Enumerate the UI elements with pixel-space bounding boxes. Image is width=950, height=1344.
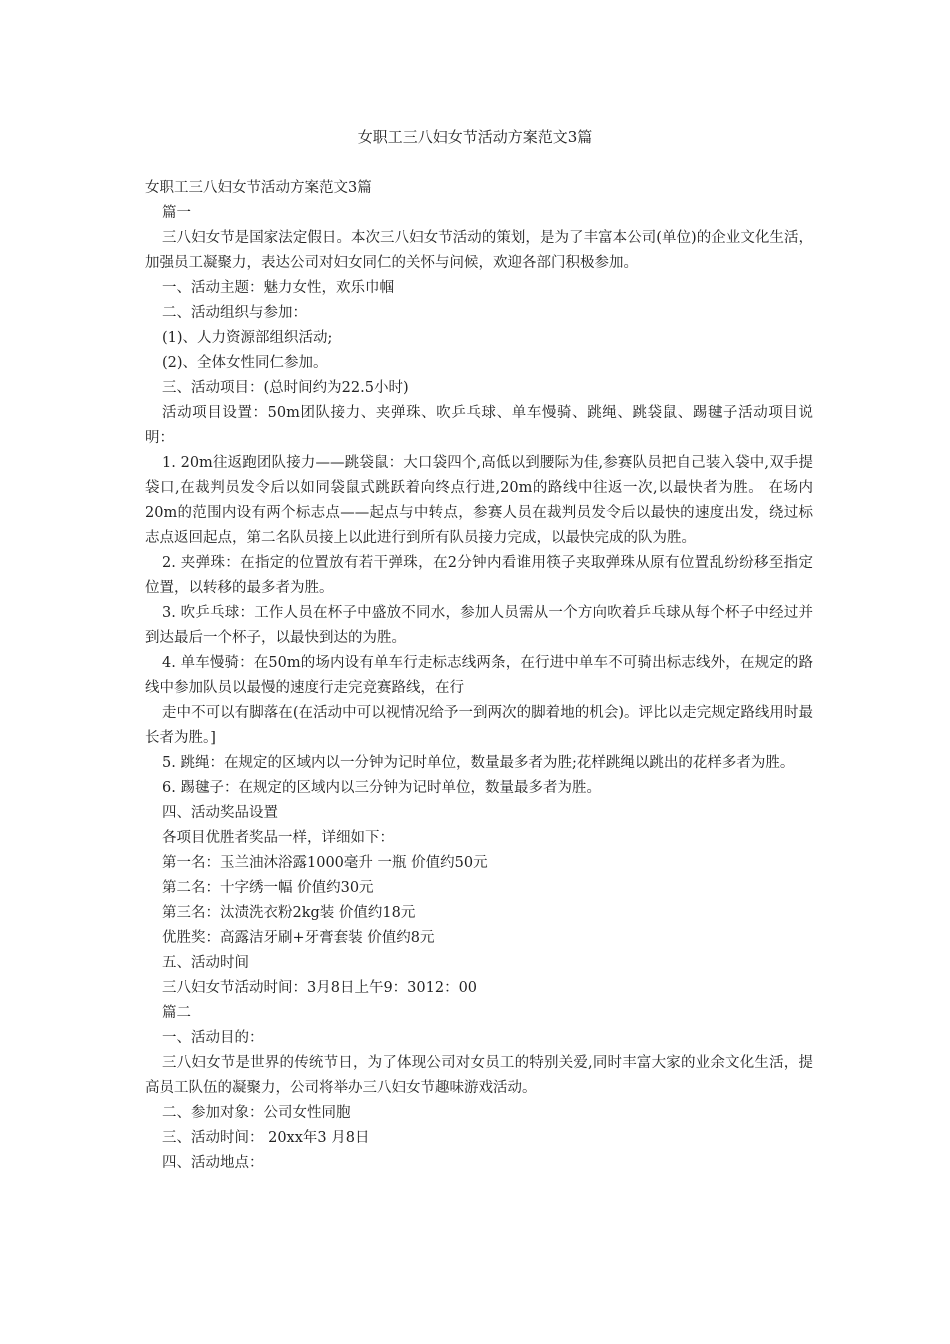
paragraph: 五、活动时间 xyxy=(162,955,249,971)
paragraph: 二、活动组织与参加： xyxy=(162,305,307,321)
paragraph: 活动项目设置：50m团队接力、夹弹珠、吹乒乓球、单车慢骑、跳绳、跳袋鼠、踢毽子活动项目说明： xyxy=(145,405,813,446)
paragraph: 各项目优胜者奖品一样，详细如下： xyxy=(162,830,394,846)
paragraph: 篇一 xyxy=(162,205,191,221)
paragraph: 走中不可以有脚落在(在活动中可以视情况给予一到两次的脚着地的机会)。评比以走完规定路线用时最长者为胜。] xyxy=(145,705,813,746)
paragraph: 1. 20m往返跑团队接力——跳袋鼠：大口袋四个,高低以到腰际为佳,参赛队员把自己装入袋中,双手提袋口,在裁判员发令后以如同袋鼠式跳跃着向终点行进,20m的路线中往返一次,以最快者为胜。 在场内20m的范围内设有两个标志点——起点与中转点，参赛人员在裁判员发令后以最快的速度出发，绕过标志点返回起点，第二名队员接上以此进行到所有队员接力完成，以最快完成的队为胜。 xyxy=(145,455,813,546)
document-body xyxy=(145,176,813,1176)
paragraph: 6. 踢毽子：在规定的区域内以三分钟为记时单位，数量最多者为胜。 xyxy=(162,780,601,796)
paragraph: 第二名：十字绣一幅 价值约30元 xyxy=(162,880,374,896)
paragraph: 篇二 xyxy=(162,1005,191,1021)
paragraph: 5. 跳绳：在规定的区域内以一分钟为记时单位，数量最多者为胜;花样跳绳以跳出的花样多者为胜。 xyxy=(162,755,795,771)
paragraph: 一、活动主题：魅力女性，欢乐巾帼 xyxy=(162,280,394,296)
paragraph: 三八妇女节是世界的传统节日，为了体现公司对女员工的特别关爱,同时丰富大家的业余文化生活，提高员工队伍的凝聚力，公司将举办三八妇女节趣味游戏活动。 xyxy=(145,1055,813,1096)
paragraph: 优胜奖：高露洁牙刷+牙膏套装 价值约8元 xyxy=(162,930,435,946)
paragraph: 三八妇女节是国家法定假日。本次三八妇女节活动的策划，是为了丰富本公司(单位)的企业文化生活，加强员工凝聚力，表达公司对妇女同仁的关怀与问候，欢迎各部门积极参加。 xyxy=(145,230,813,271)
page-title: 女职工三八妇女节活动方案范文3篇 xyxy=(357,128,593,146)
paragraph: 第一名：玉兰油沐浴露1000毫升 一瓶 价值约50元 xyxy=(162,855,488,871)
paragraph: 三、活动项目：(总时间约为22.5小时) xyxy=(162,380,409,396)
paragraph: 四、活动地点： xyxy=(162,1155,264,1171)
paragraph: 一、活动目的： xyxy=(162,1030,264,1046)
paragraph: (1)、人力资源部组织活动; xyxy=(162,330,333,346)
paragraph: 2. 夹弹珠：在指定的位置放有若干弹珠，在2分钟内看谁用筷子夹取弹珠从原有位置乱纷纷移至指定位置，以转移的最多者为胜。 xyxy=(145,555,813,596)
paragraph: 3. 吹乒乓球：工作人员在杯子中盛放不同水，参加人员需从一个方向吹着乒乓球从每个杯子中经过并到达最后一个杯子，以最快到达的为胜。 xyxy=(145,605,813,646)
paragraph: 三八妇女节活动时间：3月8日上午9：3012：00 xyxy=(162,980,478,996)
paragraph: 女职工三八妇女节活动方案范文3篇 xyxy=(145,180,372,196)
paragraph: (2)、全体女性同仁参加。 xyxy=(162,355,328,371)
paragraph: 四、活动奖品设置 xyxy=(162,805,278,821)
paragraph: 4. 单车慢骑：在50m的场内设有单车行走标志线两条，在行进中单车不可骑出标志线外，在规定的路线中参加队员以最慢的速度行走完竞赛路线，在行 xyxy=(145,655,813,696)
paragraph: 二、参加对象：公司女性同胞 xyxy=(162,1105,351,1121)
paragraph: 第三名：汰渍洗衣粉2kg装 价值约18元 xyxy=(162,905,416,921)
paragraph: 三、活动时间： 20xx年3 月8日 xyxy=(162,1130,370,1146)
